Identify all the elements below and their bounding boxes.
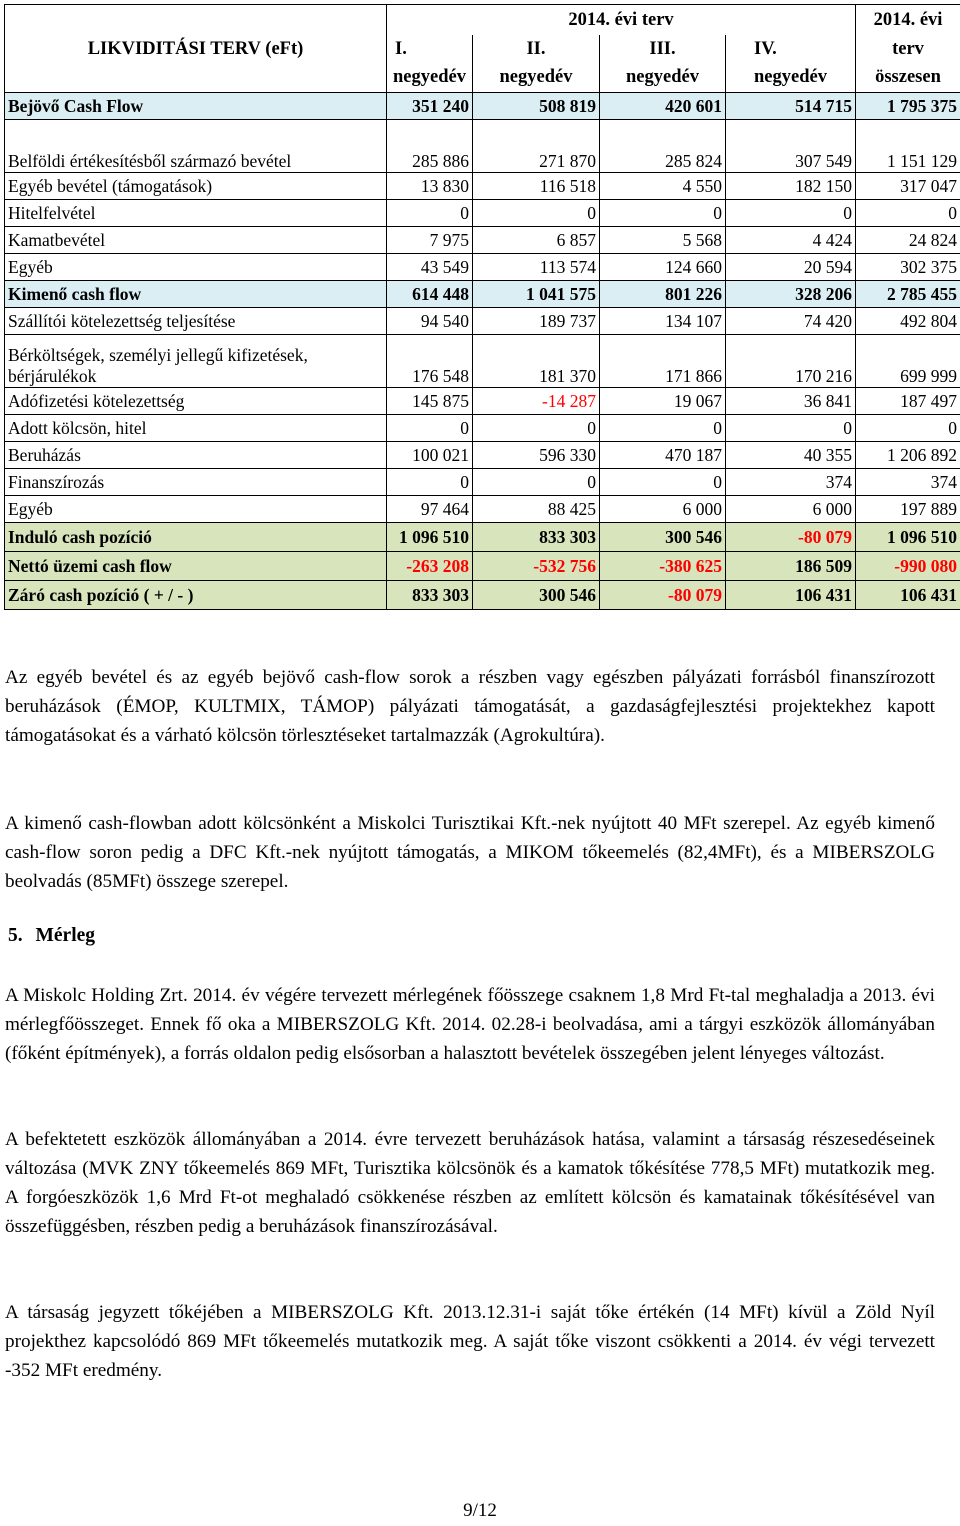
q1-value: -263 208 (387, 552, 473, 581)
liquidity-plan-table (4, 4, 960, 610)
q3-value: 19 067 (600, 388, 726, 415)
q2-value: 833 303 (473, 523, 600, 552)
q4-value: 6 000 (726, 496, 856, 523)
q1-value: 614 448 (387, 281, 473, 308)
q1-value: 100 021 (387, 442, 473, 469)
section-heading (8, 925, 95, 947)
total-value: 1 096 510 (856, 523, 960, 552)
row-label: Finanszírozás (5, 469, 387, 496)
q1-value: 351 240 (387, 93, 473, 120)
q1-value: 285 886 (387, 120, 473, 173)
total-value: 106 431 (856, 581, 960, 610)
paragraph-text: A kimenő cash-flowban adott kölcsönként a Miskolci Turisztikai Kft.-nek nyújtott 40 MFt szerepel. Az egyéb kimenő cash-flow soron pedig a DFC Kft.-nek nyújtott támogatás, a MIKOM tőkeemelés (82,4MFt), és a MIBERSZOLG beolvadás (85MFt) összege szerepel. (5, 813, 935, 892)
paragraph-balance-sheet (5, 982, 935, 1069)
q4-value: 186 509 (726, 552, 856, 581)
q1-subheader: negyedév (387, 63, 473, 93)
q2-value: 88 425 (473, 496, 600, 523)
total-value: 1 206 892 (856, 442, 960, 469)
total-value: 197 889 (856, 496, 960, 523)
q2-value: 0 (473, 415, 600, 442)
q4-value: 106 431 (726, 581, 856, 610)
q3-value: 470 187 (600, 442, 726, 469)
q1-value: 94 540 (387, 308, 473, 335)
q4-value: 36 841 (726, 388, 856, 415)
total-value: 0 (856, 200, 960, 227)
total-value: 317 047 (856, 173, 960, 200)
q4-value: 0 (726, 415, 856, 442)
row-label: Kamatbevétel (5, 227, 387, 254)
q2-value: 181 370 (473, 335, 600, 388)
q4-subheader: negyedév (726, 63, 856, 93)
total-value: 374 (856, 469, 960, 496)
table-row (5, 281, 960, 308)
q2-header: II. (473, 35, 600, 63)
q1-value: 97 464 (387, 496, 473, 523)
q3-value: 801 226 (600, 281, 726, 308)
q3-value: -380 625 (600, 552, 726, 581)
q3-value: -80 079 (600, 581, 726, 610)
q2-value: 116 518 (473, 173, 600, 200)
q1-value: 176 548 (387, 335, 473, 388)
table-row (5, 173, 960, 200)
q3-value: 171 866 (600, 335, 726, 388)
q3-value: 5 568 (600, 227, 726, 254)
q4-value: 40 355 (726, 442, 856, 469)
row-label: Beruházás (5, 442, 387, 469)
paragraph-text: A társaság jegyzett tőkéjében a MIBERSZOLG Kft. 2013.12.31-i saját tőke értékén (14 MFt) kívül a Zöld Nyíl projekthez kapcsolódó 869 MFt tőkeemelés mutatkozik meg. A saját tőke viszont csökkenti a 2014. év végi tervezett -352 MFt eredmény. (5, 1302, 935, 1381)
table-row (5, 469, 960, 496)
table-row (5, 254, 960, 281)
total-value: 187 497 (856, 388, 960, 415)
total-value: 0 (856, 415, 960, 442)
q4-value: 0 (726, 200, 856, 227)
q3-value: 0 (600, 469, 726, 496)
total-value: 699 999 (856, 335, 960, 388)
table-row (5, 523, 960, 552)
q3-subheader: negyedév (600, 63, 726, 93)
q2-value: -14 287 (473, 388, 600, 415)
q2-value: -532 756 (473, 552, 600, 581)
q4-value: 20 594 (726, 254, 856, 281)
q3-value: 6 000 (600, 496, 726, 523)
paragraph-text: Az egyéb bevétel és az egyéb bejövő cash-flow sorok a részben vagy egészben pályázati forrásból finanszírozott beruházások (ÉMOP, KULTMIX, TÁMOP) pályázati támogatását, a gazdaságfejlesztési projektekhez kapott támogatásokat és a várható kölcsön törlesztéseket tartalmazzák (Agrokultúra). (5, 667, 935, 746)
q4-value: 514 715 (726, 93, 856, 120)
q4-value: 374 (726, 469, 856, 496)
q4-value: 328 206 (726, 281, 856, 308)
q3-value: 0 (600, 200, 726, 227)
total-value: 2 785 455 (856, 281, 960, 308)
q1-header: I. (387, 35, 473, 63)
q2-value: 189 737 (473, 308, 600, 335)
q2-value: 6 857 (473, 227, 600, 254)
q2-value: 300 546 (473, 581, 600, 610)
q2-value: 0 (473, 469, 600, 496)
total-label-3: összesen (856, 63, 960, 93)
q2-value: 0 (473, 200, 600, 227)
q4-value: 307 549 (726, 120, 856, 173)
row-label: Egyéb (5, 496, 387, 523)
row-label: Kimenő cash flow (5, 281, 387, 308)
table-header-row (5, 5, 960, 35)
q1-value: 833 303 (387, 581, 473, 610)
q3-value: 134 107 (600, 308, 726, 335)
total-value: 24 824 (856, 227, 960, 254)
table-row (5, 200, 960, 227)
table-row (5, 335, 960, 388)
row-label: Szállítói kötelezettség teljesítése (5, 308, 387, 335)
table-row (5, 496, 960, 523)
section-title: Mérleg (35, 925, 96, 946)
row-label: Bejövő Cash Flow (5, 93, 387, 120)
row-label: Adófizetési kötelezettség (5, 388, 387, 415)
q1-value: 43 549 (387, 254, 473, 281)
row-label: Adott kölcsön, hitel (5, 415, 387, 442)
row-label: Induló cash pozíció (5, 523, 387, 552)
q3-header: III. (600, 35, 726, 63)
table-row (5, 552, 960, 581)
q4-value: 74 420 (726, 308, 856, 335)
row-label: Nettó üzemi cash flow (5, 552, 387, 581)
table-row (5, 415, 960, 442)
q1-value: 0 (387, 415, 473, 442)
q2-value: 508 819 (473, 93, 600, 120)
table-row (5, 120, 960, 173)
total-value: 1 151 129 (856, 120, 960, 173)
paragraph-other-income (5, 664, 935, 751)
paragraph-fixed-assets (5, 1126, 935, 1242)
q1-value: 13 830 (387, 173, 473, 200)
section-number: 5. (8, 925, 23, 946)
table-row (5, 442, 960, 469)
total-value: 1 795 375 (856, 93, 960, 120)
q3-value: 300 546 (600, 523, 726, 552)
table-row (5, 581, 960, 610)
q4-value: -80 079 (726, 523, 856, 552)
paragraph-text: A befektetett eszközök állományában a 2014. évre tervezett beruházások hatása, valamint a társaság részesedéseinek változása (MVK ZNY tőkeemelés 869 MFt, Turisztika kölcsönök és a kamatok tőkésítése 778,5 MFt) mutatkozik meg. A forgóeszközök 1,6 Mrd Ft-ot meghaladó csökkenése részben az említett kölcsön és kamatainak tőkésítésével van összefüggésben, részben pedig a beruházások finanszírozásával. (5, 1129, 935, 1237)
row-label: Belföldi értékesítésből származó bevétel (5, 120, 387, 173)
total-value: 492 804 (856, 308, 960, 335)
table-row (5, 227, 960, 254)
page-number: 9/12 (463, 1500, 497, 1521)
row-label: Hitelfelvétel (5, 200, 387, 227)
q3-value: 420 601 (600, 93, 726, 120)
q3-value: 285 824 (600, 120, 726, 173)
q1-value: 1 096 510 (387, 523, 473, 552)
q1-value: 7 975 (387, 227, 473, 254)
row-label: Bérköltségek, személyi jellegű kifizetések, bérjárulékok (5, 335, 387, 388)
q1-value: 145 875 (387, 388, 473, 415)
q1-value: 0 (387, 200, 473, 227)
table-row (5, 308, 960, 335)
q2-value: 271 870 (473, 120, 600, 173)
paragraph-registered-capital (5, 1299, 935, 1386)
q4-value: 4 424 (726, 227, 856, 254)
paragraph-text: A Miskolc Holding Zrt. 2014. év végére tervezett mérlegének főösszege csaknem 1,8 Mrd Ft-tal meghaladja a 2013. évi mérlegfőösszeget. Ennek fő oka a MIBERSZOLG Kft. 2014. 02.28-i beolvadása, ami a tárgyi eszközök állományában (főként építmények), a forrás oldalon pedig elsősorban a halasztott bevételek összegében jelent lényeges változást. (5, 985, 935, 1064)
total-label-1: 2014. évi (856, 5, 960, 35)
q1-value: 0 (387, 469, 473, 496)
total-value: 302 375 (856, 254, 960, 281)
q3-value: 124 660 (600, 254, 726, 281)
total-label-2: terv (856, 35, 960, 63)
row-label: Egyéb bevétel (támogatások) (5, 173, 387, 200)
row-label: Záró cash pozíció ( + / - ) (5, 581, 387, 610)
q4-value: 170 216 (726, 335, 856, 388)
plan-label: 2014. évi terv (387, 5, 856, 35)
paragraph-outgoing-cashflow (5, 810, 935, 897)
total-value: -990 080 (856, 552, 960, 581)
q2-value: 596 330 (473, 442, 600, 469)
row-label: Egyéb (5, 254, 387, 281)
q4-value: 182 150 (726, 173, 856, 200)
q4-header: IV. (726, 35, 856, 63)
q2-value: 113 574 (473, 254, 600, 281)
q3-value: 0 (600, 415, 726, 442)
table-row (5, 388, 960, 415)
q2-subheader: negyedév (473, 63, 600, 93)
q3-value: 4 550 (600, 173, 726, 200)
table-row (5, 93, 960, 120)
table-title: LIKVIDITÁSI TERV (eFt) (5, 5, 387, 93)
q2-value: 1 041 575 (473, 281, 600, 308)
